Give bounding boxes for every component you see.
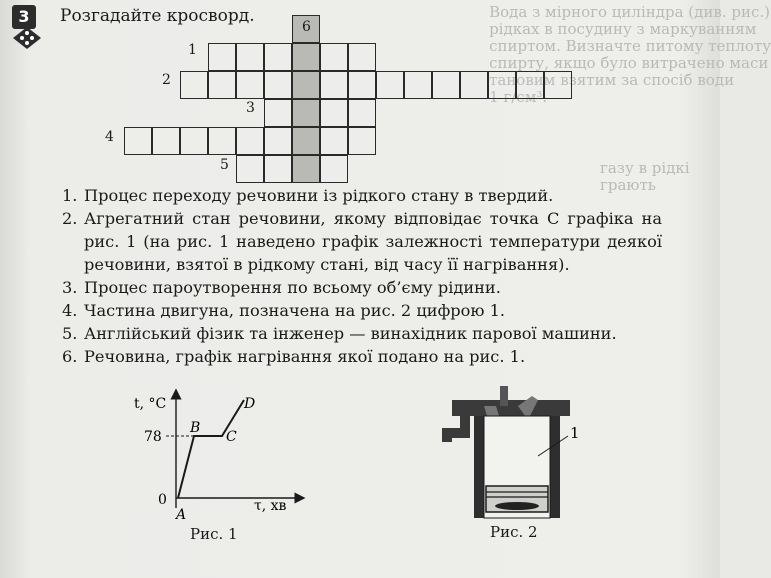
crossword-cell [236,71,264,99]
point-d-label: D [244,396,256,412]
figure1-caption: Рис. 1 [190,525,238,543]
piston-pin [495,502,539,510]
engine-cylinder-diagram [440,382,600,522]
part-label-1: 1 [570,424,580,442]
crossword-cell [264,127,292,155]
crossword-cell [180,71,208,99]
crossword-cell [320,43,348,71]
crossword-cell [488,71,516,99]
crossword-cell [124,127,152,155]
x-axis-label: τ, хв [254,498,287,514]
dice-icon [12,26,42,50]
crossword-cell [320,71,348,99]
cylinder-wall-left [474,416,484,518]
crossword-cell [152,127,180,155]
crossword-cell [236,43,264,71]
heating-graph [130,388,310,523]
crossword-cell-key [292,155,320,183]
list-item: 5. Англійський фізик та інженер — винахідник парової машини. [62,324,617,343]
cylinder-head [452,400,570,416]
crossword-cell [320,127,348,155]
crossword-cell [264,155,292,183]
point-b-label: B [190,420,201,436]
crossword-cell-key [292,71,320,99]
crossword-cell [208,71,236,99]
crossword-cell [516,71,544,99]
crossword-cell-key [292,43,320,71]
clue-number: 5 [220,157,229,173]
task-title: Розгадайте кросворд. [60,6,255,26]
crossword-cell [404,71,432,99]
crossword-cell [544,71,572,99]
list-item: 3. Процес пароутворення по всьому об’єму рідини. [62,278,501,297]
tick-78: 78 [144,429,162,445]
intake-pipe [442,416,470,442]
tick-0: 0 [158,492,167,508]
crossword-cell [320,155,348,183]
list-item: 4. Частина двигуна, позначена на рис. 2 цифрою 1. [62,301,506,320]
spark-plug [500,386,508,406]
show-through-text: Вода з мірного циліндра (див. рис.) рідках в посудину з маркуванням спиртом. Визначте питому теплоту спирту, якщо було витрачено маси тановим взятим за спосіб води 1 г/см³. [489,3,771,106]
crossword-cell [180,127,208,155]
point-a-label: A [176,507,187,523]
crossword-cell [320,99,348,127]
crossword-cell [264,43,292,71]
crossword-cell [348,127,376,155]
clue-number: 1 [188,42,197,58]
crossword-cell [460,71,488,99]
show-through-text-2: газу в рідкі грають [600,159,690,194]
figure2-caption: Рис. 2 [490,523,538,541]
crossword-cell [264,99,292,127]
crossword-cell [236,127,264,155]
crossword-cell [208,127,236,155]
crossword-cell [348,43,376,71]
list-item: 1. Процес переходу речовини із рідкого стану в твердий. [62,186,554,205]
clue-number: 4 [105,129,114,145]
heating-curve [178,400,244,498]
crossword-cell [348,99,376,127]
list-item: 2. Агрегатний стан речовини, якому відповідає точка C графіка на рис. 1 (на рис. 1 наведено графік залежності температури деякої речовини, взятої в рідкому стані, від часу її нагрівання). [62,209,662,274]
crossword-cell [432,71,460,99]
clue-list [62,184,662,368]
list-item: 6. Речовина, графік нагрівання якої подано на рис. 1. [62,347,526,366]
crossword-cell [236,155,264,183]
point-c-label: C [226,429,237,445]
crossword-cell-key [292,99,320,127]
crossword-cell-key [292,127,320,155]
crossword-cell [264,71,292,99]
crossword-cell [348,71,376,99]
crossword-cell [376,71,404,99]
clue-number: 3 [246,100,255,116]
cylinder-wall-right [550,416,560,518]
clue-number: 2 [162,72,171,88]
y-axis-label: t, °C [134,396,167,412]
crossword-cell [208,43,236,71]
task-number-badge: 3 [12,5,36,29]
clue-number: 6 [302,19,311,35]
